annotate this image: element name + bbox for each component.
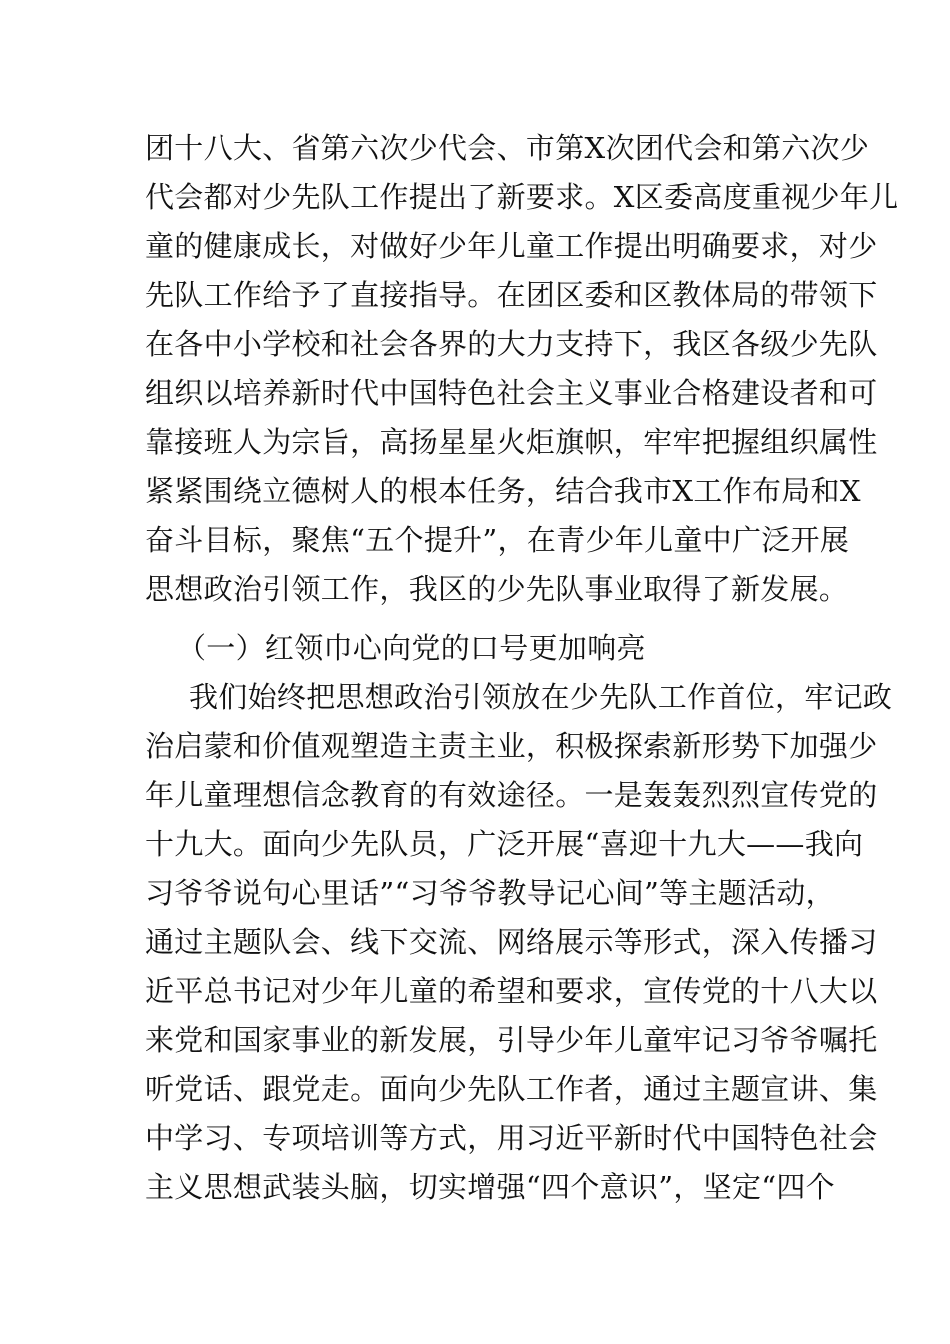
text-line: 童的健康成长，对做好少年儿童工作提出明确要求，对少 bbox=[145, 229, 878, 263]
text-line: 近平总书记对少年儿童的希望和要求，宣传党的十八大以 bbox=[145, 974, 878, 1008]
text-line: 组织以培养新时代中国特色社会主义事业合格建设者和可 bbox=[145, 376, 878, 410]
text-line: 代会都对少先队工作提出了新要求。X区委高度重视少年儿 bbox=[145, 180, 899, 214]
text-line: 奋斗目标，聚焦“五个提升”，在青少年儿童中广泛开展 bbox=[145, 523, 850, 557]
text-line: 思想政治引领工作，我区的少先队事业取得了新发展。 bbox=[145, 572, 849, 606]
text-line: 年儿童理想信念教育的有效途径。一是轰轰烈烈宣传党的 bbox=[145, 778, 878, 812]
text-line: 通过主题队会、线下交流、网络展示等形式，深入传播习 bbox=[145, 925, 878, 959]
text-line: 听党话、跟党走。面向少先队工作者，通过主题宣讲、集 bbox=[145, 1072, 878, 1106]
text-line: 十九大。面向少先队员，广泛开展“喜迎十九大——我向 bbox=[145, 827, 864, 861]
text-line: 紧紧围绕立德树人的根本任务，结合我市X工作布局和X bbox=[145, 474, 861, 508]
text-line: 治启蒙和价值观塑造主责主业，积极探索新形势下加强少 bbox=[145, 729, 878, 763]
text-line: 靠接班人为宗旨，高扬星星火炬旗帜，牢牢把握组织属性 bbox=[145, 425, 878, 459]
text-line: 来党和国家事业的新发展，引导少年儿童牢记习爷爷嘱托 bbox=[145, 1023, 878, 1057]
text-line: 我们始终把思想政治引领放在少先队工作首位，牢记政 bbox=[189, 680, 893, 714]
section-heading: （一）红领巾心向党的口号更加响亮 bbox=[177, 631, 646, 665]
text-line: 中学习、专项培训等方式，用习近平新时代中国特色社会 bbox=[145, 1121, 878, 1155]
text-line: 主义思想武装头脑，切实增强“四个意识”，坚定“四个 bbox=[145, 1170, 835, 1204]
text-line: 在各中小学校和社会各界的大力支持下，我区各级少先队 bbox=[145, 327, 878, 361]
text-line: 习爷爷说句心里话”“习爷爷教导记心间”等主题活动， bbox=[145, 876, 835, 910]
text-line: 先队工作给予了直接指导。在团区委和区教体局的带领下 bbox=[145, 278, 878, 312]
text-line: 团十八大、省第六次少代会、市第X次团代会和第六次少 bbox=[145, 131, 870, 165]
